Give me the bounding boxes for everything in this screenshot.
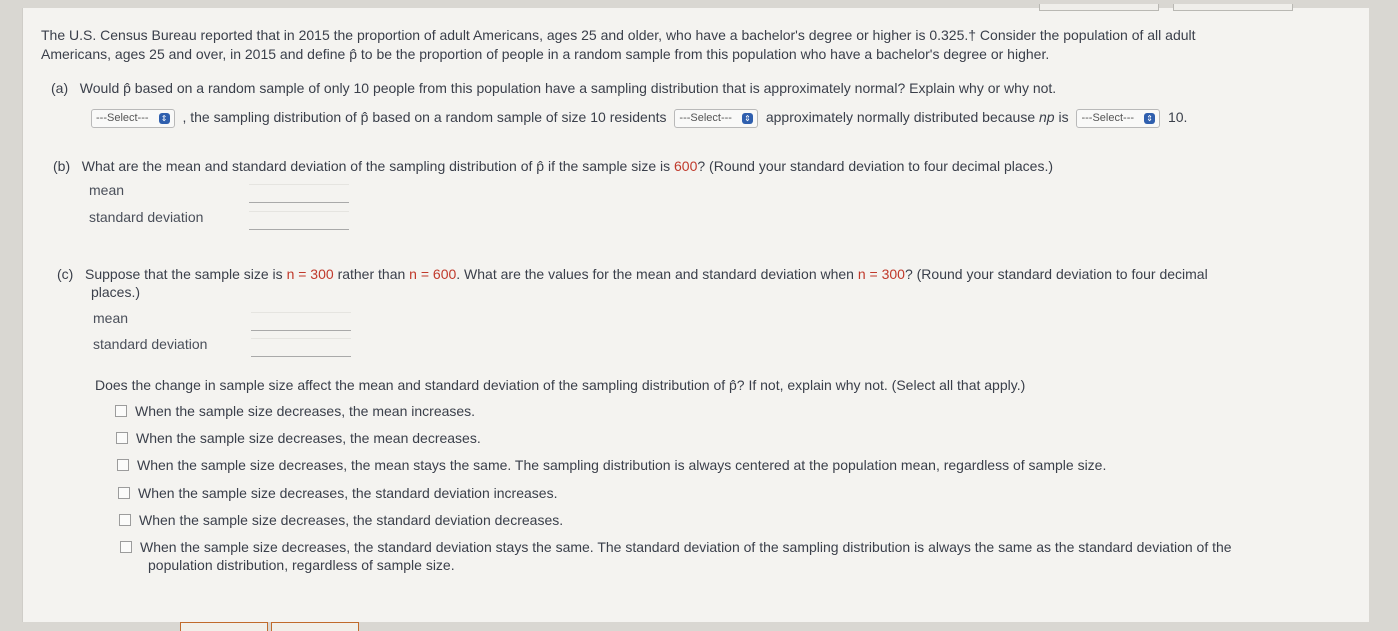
part-c-n3: n = 300 [857, 266, 905, 282]
part-a-text-1: , the sampling distribution of p̂ based on a random sample of size 10 residents [182, 109, 667, 125]
part-a-label: (a) [51, 80, 69, 96]
option-3-text: When the sample size decreases, the mean stays the same. The sampling distribution is always centered at the population mean, regardless of sample size. [137, 457, 1107, 473]
option-4-text: When the sample size decreases, the standard deviation increases. [138, 485, 558, 501]
select-1-text: ---Select--- [96, 112, 149, 125]
part-c-mean-label: mean [93, 310, 129, 326]
option-1[interactable] [115, 402, 475, 420]
chevron-updown-icon: ⇕ [742, 113, 753, 124]
part-a-np: np [1039, 109, 1055, 125]
option-4[interactable] [118, 484, 557, 502]
intro-text [41, 26, 1341, 64]
part-c-n1: n = 300 [286, 266, 334, 282]
select-is-is-not[interactable] [674, 109, 758, 128]
part-b-n: 600 [674, 158, 698, 174]
part-b-mean-label: mean [89, 182, 125, 198]
option-6-text: When the sample size decreases, the standard deviation stays the same. The standard deviation of the sampling distribution is always the same as the standard deviation of the [140, 539, 1232, 555]
option-5[interactable] [119, 511, 563, 529]
part-c-question-cont: places.) [91, 284, 141, 300]
intro-line-2: Americans, ages 25 and over, in 2015 and define p̂ to be the proportion of people in a random sample from this population who have a bachelor's degree or higher. [41, 46, 1050, 62]
part-c-question [57, 265, 1208, 283]
question-page [22, 8, 1369, 622]
part-c-label: (c) [57, 266, 74, 282]
option-5-text: When the sample size decreases, the standard deviation decreases. [139, 512, 564, 528]
part-a-text-3: is [1058, 109, 1069, 125]
part-c-sd-label: standard deviation [93, 336, 208, 352]
part-a-text-2: approximately normally distributed because [765, 109, 1036, 125]
part-c-followup: Does the change in sample size affect the mean and standard deviation of the sampling distribution of p̂? If not, explain why not. (Select all that apply.) [95, 377, 1026, 393]
option-2[interactable] [116, 429, 481, 447]
part-b-mean-input[interactable] [249, 184, 349, 203]
part-c-n2: n = 600 [409, 266, 457, 282]
chevron-updown-icon: ⇕ [159, 113, 170, 124]
part-b-question [53, 157, 1053, 175]
save-button[interactable] [271, 622, 359, 631]
part-a-text-4: 10. [1167, 109, 1188, 125]
part-b-question-post: ? (Round your standard deviation to four decimal places.) [697, 158, 1054, 174]
select-normal-yes-no[interactable] [91, 109, 175, 128]
part-c-q-d: ? (Round your standard deviation to four decimal [904, 266, 1208, 282]
part-c-q-c: . What are the values for the mean and standard deviation when [456, 266, 854, 282]
top-tab-1[interactable] [1039, 4, 1159, 11]
select-2-text: ---Select--- [679, 112, 732, 125]
part-b-sd-label: standard deviation [89, 209, 204, 225]
checkbox[interactable] [120, 541, 132, 553]
checkbox[interactable] [117, 459, 129, 471]
checkbox[interactable] [119, 514, 131, 526]
select-3-text: ---Select--- [1081, 112, 1135, 125]
part-b-sd-input[interactable] [249, 211, 349, 230]
top-tab-2[interactable] [1173, 4, 1293, 11]
checkbox[interactable] [116, 432, 128, 444]
part-c-sd-input[interactable] [251, 338, 351, 357]
option-2-text: When the sample size decreases, the mean decreases. [136, 430, 481, 446]
part-a-question [51, 79, 1056, 97]
part-b-question-pre: What are the mean and standard deviation of the sampling distribution of p̂ if the sample size is [81, 158, 671, 174]
option-6-cont: population distribution, regardless of sample size. [148, 557, 455, 573]
option-3[interactable] [117, 456, 1106, 474]
checkbox[interactable] [118, 487, 130, 499]
submit-button[interactable] [180, 622, 268, 631]
part-a-question-text: Would p̂ based on a random sample of only 10 people from this population have a sampling distribution that is approximately normal? Explain why or why not. [79, 80, 1057, 96]
part-a-answer-row [87, 108, 1187, 128]
part-c-q-b: rather than [337, 266, 406, 282]
part-b-label: (b) [53, 158, 71, 174]
option-6[interactable] [120, 538, 1232, 556]
part-c-mean-input[interactable] [251, 312, 351, 331]
select-comparison[interactable] [1076, 109, 1160, 128]
chevron-updown-icon: ⇕ [1144, 113, 1155, 124]
option-1-text: When the sample size decreases, the mean increases. [135, 403, 476, 419]
checkbox[interactable] [115, 405, 127, 417]
intro-line-1: The U.S. Census Bureau reported that in 2015 the proportion of adult Americans, ages 25 and older, who have a bachelor's degree or higher is 0.325.† Consider the population of all adult [41, 27, 1196, 43]
part-c-q-a: Suppose that the sample size is [85, 266, 283, 282]
